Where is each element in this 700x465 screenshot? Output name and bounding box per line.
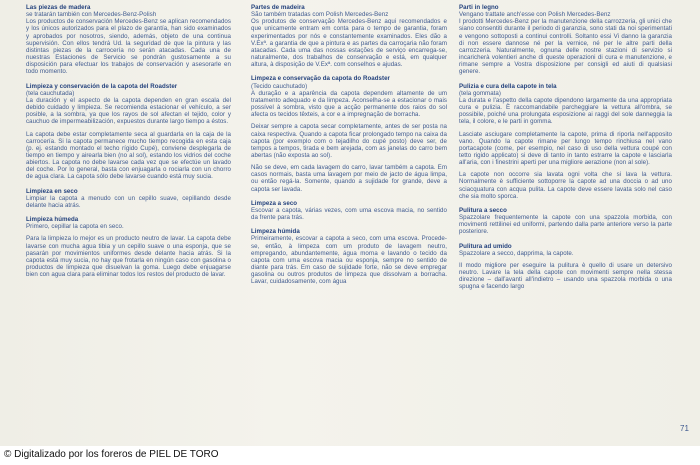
section-heading: Partes de madeira: [251, 4, 305, 11]
section-wood-pt: [251, 4, 447, 68]
section-roadster-es: [26, 83, 231, 181]
section-heading: Pulitura ad umido: [459, 242, 512, 250]
section-heading: Limpeza e conservação da capota do Roadster: [251, 75, 390, 83]
section-wood-it: [459, 4, 672, 76]
paragraph: Os produtos de conservação Mercedes-Benz aqui recomendados e que unicamente entram em conta para o tempo de garantia, foram experimentados por nós e constantemente examinados. Eles dão a V.Exª. a garantia de que a pintura e as partes da carroçaria não foram atacadas. Cada uma das nossas estações de serviço encarrega-se, naturalmente, dos trabalhos de conservação e está, em qualquer altura, à disposição de V.Exª. com conselhos e ajudas.: [251, 18, 447, 69]
section-heading: Limpeza húmida: [251, 228, 300, 236]
paragraph: Deixar sempre a capota secar completamente, antes de ser posta na caixa respectiva. Quando a capota ficar prolongado tempo na caixa da capota (por exemplo com o tejadilho do cupé posto) deve ser, de tempos a tempos, tirada e bem arejada, com as janelas do carro bem abertas (não exposta ao sol).: [251, 123, 447, 159]
section-subheading: Vengano trattate anch'esse con Polish Mercedes-Benz: [459, 11, 611, 19]
section-roadster-pt: [251, 75, 447, 192]
section-subheading: (Tecido cauchutado): [251, 82, 308, 90]
page-number: 71: [680, 424, 689, 433]
section-heading: Pulizia e cura della capote in tela: [459, 82, 557, 90]
paragraph: Lasciate asciugare completamente la capote, prima di riporla nell'apposito vano. Quando la capote rimane per lungo tempo rinchiusa nel vano portacapote (come, per esempio, nel caso di uso della vettura coupé con tetto rigido applicato) si deve di tanto in tanto estrarre la capote e lasciarla all'aria, con i finestrini aperti per una migliore aerazione (non al sole).: [459, 130, 672, 167]
section-heading: Limpieza en seco: [26, 187, 78, 195]
section-wet-es: [26, 216, 231, 278]
section-heading: Limpieza y conservación de la capota del Roadster: [26, 82, 178, 90]
footer-credit: © Digitalizado por los foreros de PIEL DE TORO: [4, 449, 219, 460]
paragraph: La capote non occorre sia lavata ogni volta che si lava la vettura. Normalmente è sufficiente sottoporre la capote ad una doccia o ad uno sciacquatura con acqua pulita. La capote deve essere lavata solo nel caso che sia molto sporca.: [459, 171, 672, 200]
section-subheading: (tela cauchutada): [26, 89, 75, 97]
section-roadster-it: [459, 83, 672, 200]
column-spanish: [26, 4, 231, 285]
section-dry-es: [26, 188, 231, 209]
section-heading: Limpieza húmeda: [26, 216, 79, 224]
section-wet-pt: [251, 228, 447, 285]
paragraph: I prodotti Mercedes-Benz per la manutenzione della carrozzeria, gli unici che siano consentiti durante il periodo di garanzia, sono stati da noi sperimentati e vengono sottoposti a continui controlli. Soltanto essi Vi danno la garanzia di non essere dannose né per la vernice, né per le altre parti della carrozzeria. Naturalmente, ognuna delle nostre stazioni di servizio si incaricherà volentieri anche di queste operazioni di cura e manutenzione, e rimane sempre a Vostra disposizione per consigli ed aiuti di qualsiasi genere.: [459, 18, 672, 76]
column-italian: [459, 4, 672, 297]
paragraph: La durata e l'aspetto della capote dipendono largamente da una appropriata cura e pulizia. È raccomandabile parcheggiare la vettura all'ombra, se possibile, poiché una prolungata esposizione ai raggi del sole danneggia la tela, il colore, e le parti in gomma.: [459, 96, 672, 126]
footer-bar: [0, 446, 700, 465]
section-subheading: (tela gommata): [459, 89, 501, 97]
paragraph: Limpiar la capota a menudo con un cepillo suave, cepillando desde delante hacia atrás.: [26, 194, 231, 209]
section-wet-it: [459, 243, 672, 291]
section-subheading: se tratarán también con Mercedes-Benz-Polish: [26, 11, 157, 19]
section-subheading: São também tratadas com Polish Mercedes-Benz: [251, 11, 389, 19]
paragraph: Não se deve, em cada lavagem do carro, lavar também a capota. Em casos normais, basta uma lavagem por meio de jacto de água limpa, ou então regá-la. Somente, quando a sujidade for grande, deve a capota ser lavada.: [251, 164, 447, 193]
section-dry-it: [459, 207, 672, 236]
column-portuguese: [251, 4, 447, 292]
paragraph: Los productos de conservación Mercedes-Benz se aplican recomendados y los únicos autorizados para el plazo de garantía, han sido examinados y aprobados por nosotros, siendo, además, objeto de una continua supervisión. Con ellos tendrá Ud. la seguridad de que la pintura y las distintas piezas de la carrocería no serán atacadas. Cada una de nuestras Estaciones de Servicio se pondrán gustosamente a su disposición para efectuar los trabajos de conservación y asesorarle en todo momento.: [26, 18, 231, 76]
paragraph: La capota debe estar completamente seca al guardarla en la caja de la carrocería. Si la capota permanece mucho tiempo recogida en esta caja (p. ej. estando montado el techo rígido Cupé), conviene desplegarla de tiempo en tiempo y airearla bien (no al sol), estando los vidrios del coche abiertos. La capota no debe lavarse cada vez que se efectúe un lavado del coche. Por lo general, basta con enjuagarla o rociarla con un chorro de agua clara. La capota sólo debe lavarse cuando está muy sucia.: [26, 130, 231, 181]
section-wood-es: [26, 4, 231, 76]
paragraph: Para la limpieza lo mejor es un producto neutro de lavar. La capota debe lavarse con mucha agua tibia y un cepillo suave o una esponja, que se pasarán por movimientos uniformes desde delante hacia atrás. Si la capota está muy sucia, no hay que frotarla en ningún caso con gasolina o productos de limpieza que disuelvan la goma. Luego debe enjuagarse bien con agua clara para eliminar todos los restos del producto de lavar.: [26, 235, 231, 279]
paragraph: La duración y el aspecto de la capota dependen en gran escala del debido cuidado y limpieza. Se recomienda estacionar el vehículo, a ser posible, a la sombra, ya que los rayos de sol afectan el tejido, color y cauchuo de impermeabilización, expuestos durante largo tiempo a éstos.: [26, 96, 231, 126]
paragraph: Escovar a capota, várias vezes, com uma escova macia, no sentido da frente para trás.: [251, 206, 447, 222]
paragraph: A duração e a aparência da capota dependem altamente de um tratamento adequado e da limpeza. Aconselha-se a estacionar o mais possível à sombra, visto que a acção permanente dos raios do sol afecta os tecidos têxteis, a cor e a impregnação de borracha.: [251, 89, 447, 119]
section-heading: Parti in legno: [459, 4, 499, 11]
paragraph: Primeiramente, escovar a capota a seco, com uma escova. Procede-se, então, à limpeza com um produto de lavagem neutro, empregando, abundantemente, água morna e lavando o tecido da capota com uma escova macia ou esponja, sempre no sentido de diante para trás. Em caso de sujidade forte, não se deve empregar gasolina ou outros produtos de limpeza que dissolvam a borracha. Lavar, cuidadosamente, com água: [251, 235, 447, 286]
paragraph: Primero, cepillar la capota en seco.: [26, 223, 124, 231]
section-dry-pt: [251, 200, 447, 221]
paragraph: Spazzolare a secco, dapprima, la capote.: [459, 249, 574, 257]
paragraph: Il modo migliore per eseguire la pulitura è quello di usare un detersivo neutro. Lavare la tela della capote con movimenti sempre nella stessa direzione – dall'avanti all'indietro – usando una spazzola morbida o una spugna e facendo largo: [459, 261, 672, 291]
section-heading: Las piezas de madera: [26, 4, 91, 11]
section-heading: Pulitura a secco: [459, 206, 507, 214]
paragraph: Spazzolare frequentemente la capote con una spazzola morbida, con movimenti rettilinei ed uniformi, partendo dalla parte anteriore verso la parte posteriore.: [459, 214, 672, 236]
section-heading: Limpeza a seco: [251, 199, 298, 207]
